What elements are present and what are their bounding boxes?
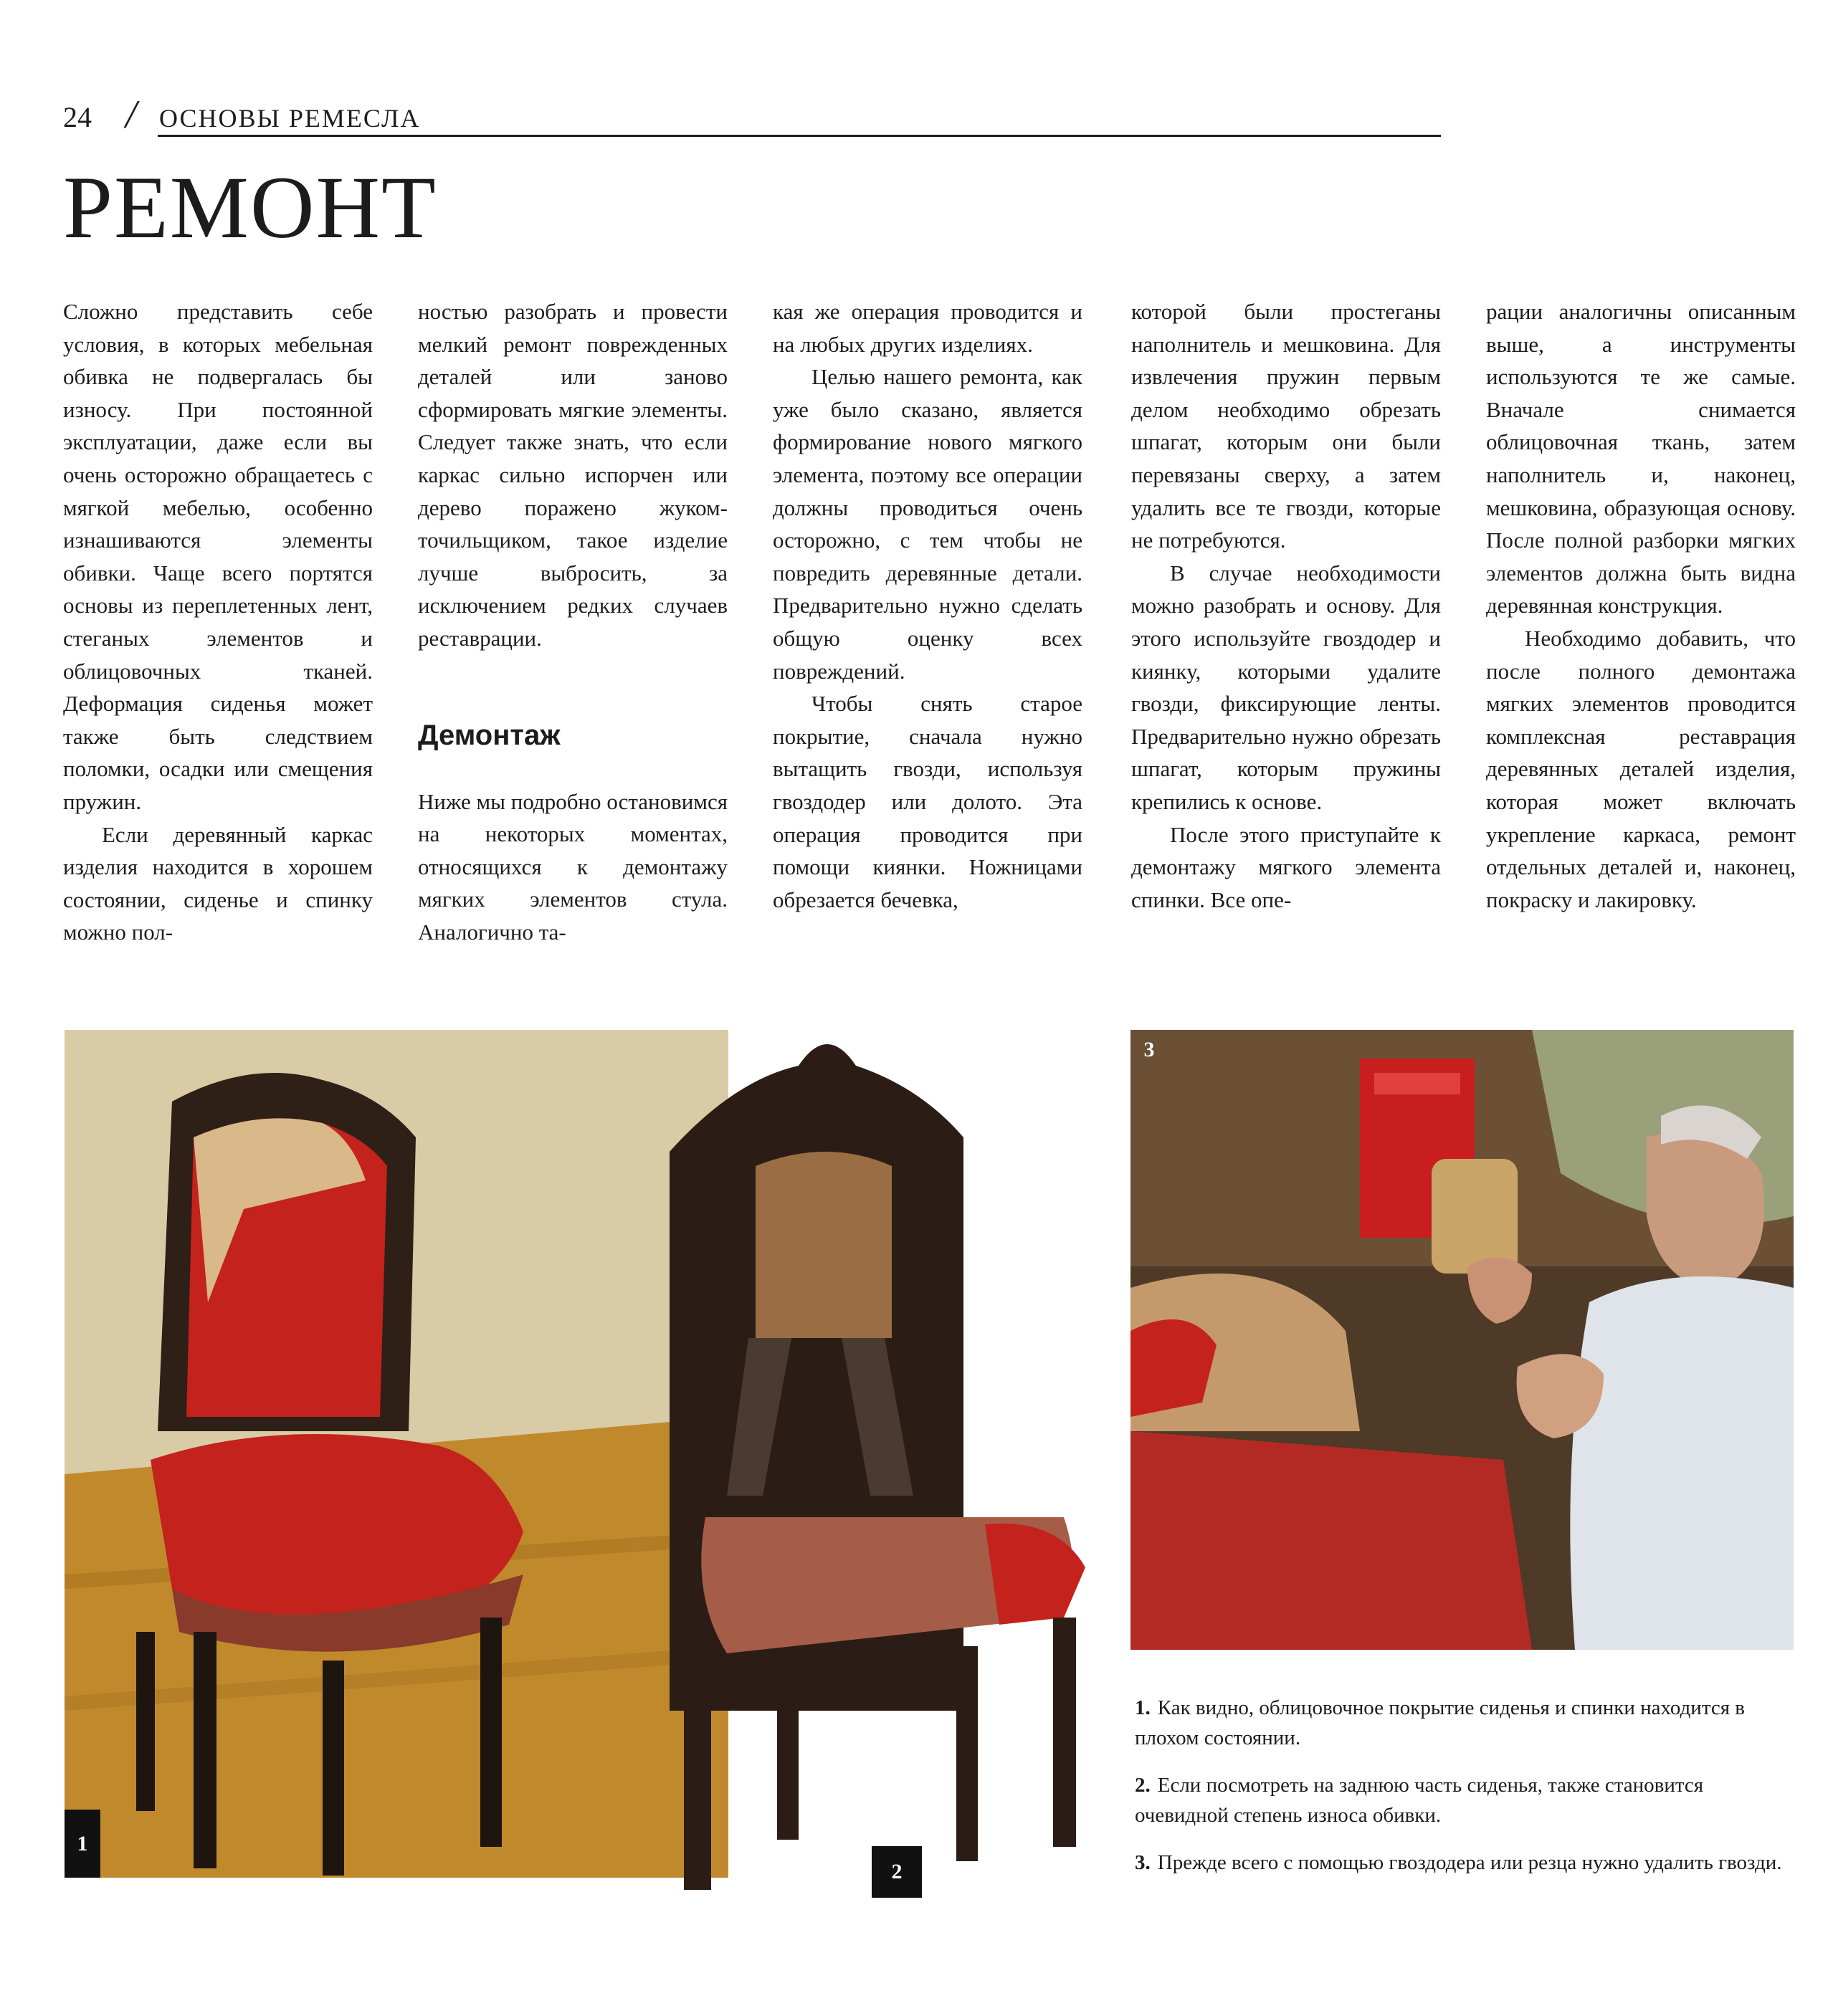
caption-text: Если посмотреть на заднюю часть сиденья, также становится очевидной степень износа обивки.: [1135, 1774, 1704, 1827]
photo-number-badge: 3: [1143, 1038, 1155, 1061]
paragraph: ностью разобрать и провести мелкий ремонт поврежденных деталей или заново сформировать мягкие элементы. Следует также знать, что если каркас сильно испорчен или дерево поражено жуком-точильщиком, такое изделие лучше выбросить, за исключением редких случаев реставрации.: [418, 299, 728, 651]
text-column-3: [773, 295, 1082, 916]
photo-chair-back: [627, 1023, 1107, 1899]
text-column-4: [1131, 295, 1441, 916]
craftsman-illustration: [1130, 1030, 1794, 1650]
paragraph: Ниже мы подробно остановимся на некоторых моментах, относящихся к демонтажу мягких элементов стула. Аналогично та-: [418, 788, 728, 945]
paragraph: Целью нашего ремонта, как уже было сказано, является формирование нового мягкого элемента, поэтому все операции должны проводиться очень осторожно, с тем чтобы не повредить деревянные детали. Предварительно нужно сделать общую оценку всех повреждений.: [773, 364, 1082, 684]
caption-1: [1135, 1693, 1801, 1753]
caption-text: Как видно, облицовочное покрытие сиденья и спинки находится в плохом состоянии.: [1135, 1696, 1745, 1749]
caption-number: 1.: [1135, 1696, 1151, 1719]
photo-captions: [1135, 1693, 1801, 1895]
page-number: 24: [63, 101, 92, 133]
subheading-dismantling: Демонтаж: [418, 719, 561, 751]
paragraph: рации аналогичны описанным выше, а инструменты используются те же самые. Вначале снимается облицовочная ткань, затем наполнитель и, наконец, мешковина, образующая основу. После полной разборки мягких элементов должна быть видна деревянная конструкция.: [1486, 299, 1796, 618]
paragraph: В случае необходимости можно разобрать и основу. Для этого используйте гвоздодер и киянку, которыми удалите гвозди, фиксирующие ленты. Предварительно нужно обрезать шпагат, которым пружины крепились к основе.: [1131, 560, 1441, 814]
caption-text: Прежде всего с помощью гвоздодера или резца нужно удалить гвозди.: [1157, 1851, 1782, 1874]
photo-number-badge: 1: [65, 1810, 100, 1878]
photo-number-badge: 2: [872, 1846, 922, 1898]
page-title: РЕМОНТ: [63, 158, 437, 257]
paragraph: После этого приступайте к демонтажу мягкого элемента спинки. Все опе-: [1131, 821, 1441, 912]
header-slash: /: [125, 92, 137, 137]
paragraph: Сложно представить себе условия, в которых мебельная обивка не подвергалась бы износу. При постоянной эксплуатации, даже если вы очень осторожно обращаетесь с мягкой мебелью, особенно изнашиваются элементы обивки. Чаще всего портятся основы из переплетенных лент, стеганых элементов и облицовочных тканей. Деформация сиденья может также быть следствием поломки, осадки или смещения пружин.: [63, 299, 373, 814]
chair-back-illustration: [627, 1023, 1107, 1899]
caption-number: 2.: [1135, 1774, 1151, 1797]
section-title: ОСНОВЫ РЕМЕСЛА: [159, 104, 421, 133]
text-column-1: [63, 295, 373, 949]
paragraph: Необходимо добавить, что после полного демонтажа мягких элементов проводится комплексная реставрация деревянных деталей изделия, которая может включать укрепление каркаса, ремонт отдельных деталей и, наконец, покраску и лакировку.: [1486, 625, 1796, 912]
header-rule: [158, 135, 1441, 137]
caption-2: [1135, 1770, 1801, 1830]
photo-craftsman-working: [1130, 1030, 1794, 1650]
text-column-2: [418, 295, 728, 949]
text-column-5: [1486, 295, 1796, 916]
paragraph: кая же операция проводится и на любых других изделиях.: [773, 299, 1082, 357]
caption-number: 3.: [1135, 1851, 1151, 1874]
caption-3: [1135, 1848, 1801, 1878]
paragraph: Чтобы снять старое покрытие, сначала нужно вытащить гвозди, используя гвоздодер или долото. Эта операция проводится при помощи киянки. Ножницами обрезается бечевка,: [773, 691, 1082, 912]
paragraph: которой были простеганы наполнитель и мешковина. Для извлечения пружин первым делом необходимо обрезать шпагат, которым они были перевязаны сверху, а затем удалить все те гвозди, которые не потребуются.: [1131, 299, 1441, 553]
paragraph: Если деревянный каркас изделия находится в хорошем состоянии, сиденье и спинку можно пол-: [63, 821, 373, 945]
